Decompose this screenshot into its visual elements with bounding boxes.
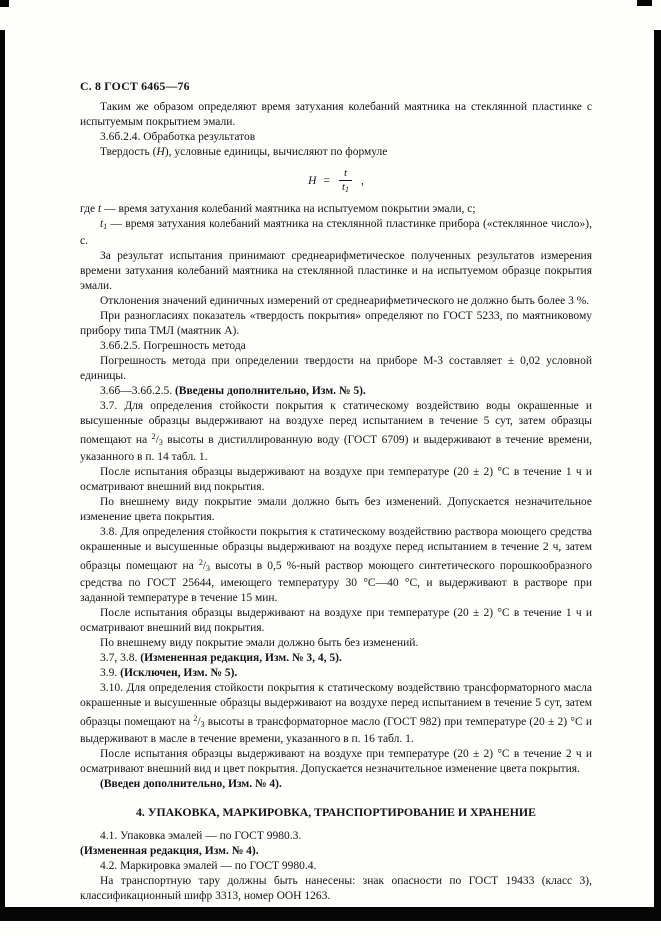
paragraph [80, 777, 592, 792]
text-run: где [80, 203, 98, 215]
text-run: 2 [198, 558, 203, 567]
paragraph [80, 309, 592, 339]
formula-trailing-comma: , [361, 175, 364, 187]
text-run: (Измененная редакция, Изм. № 3, 4, 5). [140, 652, 342, 664]
paragraph [80, 249, 592, 294]
paragraph [80, 747, 592, 777]
paragraph [80, 145, 592, 160]
paragraph [80, 495, 592, 525]
text-run: / [202, 560, 207, 572]
paragraph [80, 100, 592, 130]
paragraph [80, 651, 592, 666]
paragraph [80, 465, 592, 495]
text-run: После испытания образцы выдерживают на воздухе при температуре (20 ± 2) °С в течение 1 ч и осматривают внешний вид покрытия. [80, 607, 592, 634]
hardness-formula [80, 167, 592, 196]
formula-equals: = [323, 175, 330, 187]
formula-lhs: Н [308, 175, 317, 187]
text-run: После испытания образцы выдерживают на воздухе при температуре (20 ± 2) °С в течение 1 ч и осматривают внешний вид покрытия. [80, 466, 592, 493]
text-run: (Исключен, Изм. № 5). [120, 667, 238, 679]
text-run: Н [156, 146, 165, 158]
formula-fraction [337, 167, 354, 196]
text-run: t [100, 218, 104, 230]
formula-numerator: t [339, 167, 352, 181]
text-run: ), условные единицы, вычисляют по формуле [164, 146, 388, 158]
text-run: 4.2. Маркировка эмалей — по ГОСТ 9980.4. [100, 860, 317, 872]
text-run: 3.6б—3.6б.2.5. [100, 385, 175, 397]
page-header: С. 8 ГОСТ 6465—76 [80, 79, 190, 93]
paragraph [80, 636, 592, 651]
scan-edge-bottom [0, 907, 661, 921]
text-run: — время затухания колебаний маятника на стеклянной пластинке прибора («стеклянное число»), с. [80, 218, 592, 247]
text-run: Отклонения значений единичных измерений от среднеарифметического не должно быть более 3 %. [100, 295, 590, 307]
text-run: 2 [151, 432, 156, 441]
paragraph [80, 874, 592, 904]
text-run: Твердость ( [100, 146, 157, 158]
text-run: Погрешность метода при определении твердости на приборе М-3 составляет ± 0,02 условной единицы. [80, 355, 592, 382]
text-run: 3.7, 3.8. [100, 652, 141, 664]
text-run: После испытания образцы выдерживают на воздухе при температуре (20 ± 2) °С в течение 2 ч и осматривают внешний вид и цвет покрытия. Допускается незначительное изменение цвета покрытия. [80, 748, 592, 775]
paragraph [80, 217, 592, 249]
text-run: высоты в трансформаторное масло (ГОСТ 982) при температуре (20 ± 2) °С и выдерживают в масле в течение времени, указанного в п. 16 табл. 1. [80, 716, 592, 745]
paragraph [80, 681, 592, 747]
text-run: высоты в дистиллированную воду (ГОСТ 6709) и выдерживают в течение времени, указанного в п. 14 табл. 1. [80, 434, 592, 463]
paragraph [80, 666, 592, 681]
text-run: 4.1. Упаковка эмалей — по ГОСТ 9980.3. [100, 830, 302, 842]
text-run: На транспортную тару должны быть нанесены: знак опасности по ГОСТ 19433 (класс 3), классификационный шифр 3313, номер ООН 1263. [80, 875, 592, 902]
text-run: (Введен дополнительно, Изм. № 4). [100, 778, 282, 790]
text-run: По внешнему виду покрытие эмали должно быть без изменений. [100, 637, 419, 649]
text-run: Таким же образом определяют время затухания колебаний маятника на стеклянной пластинке с испытуемым покрытием эмали. [80, 101, 592, 128]
text-run: 3.8. Для определения стойкости покрытия к статическому воздействию раствора моющего средства окрашенные и высушенные образцы выдерживают на воздухе перед испытанием в течение 2 ч, затем образцы помещают на [80, 526, 592, 572]
text-run: (Введены дополнительно, Изм. № 5). [174, 385, 366, 397]
paragraph [80, 202, 592, 217]
paragraph [80, 606, 592, 636]
text-run: 1 [103, 222, 108, 231]
text-run: За результат испытания принимают среднеарифметическое полученных результатов измерения времени затухания колебаний маятника на стеклянной пластинке и на испытуемом образце покрытия эмали. [80, 250, 592, 292]
scan-mark-top-left [0, 0, 9, 7]
paragraph [80, 339, 592, 354]
document-body [80, 100, 592, 904]
text-run: При разногласиях показатель «твердость покрытия» определяют по ГОСТ 5233, по маятниковому прибору типа ТМЛ (маятник А). [80, 310, 592, 337]
text-run: 3.6б.2.4. Обработка результатов [100, 131, 256, 143]
text-run: / [197, 716, 201, 728]
text-run: По внешнему виду покрытие эмали должно быть без изменений. Допускается незначительное изменение цвета покрытия. [80, 496, 592, 523]
scan-edge-right [654, 30, 661, 910]
text-run: / [155, 434, 159, 446]
paragraph [80, 384, 592, 399]
paragraph [80, 844, 592, 859]
paragraph [80, 829, 592, 844]
text-run: 3.9. [100, 667, 121, 679]
text-run: (Измененная редакция, Изм. № 4). [80, 845, 259, 857]
formula-denominator [337, 181, 354, 196]
scan-edge-left [0, 30, 5, 910]
text-run: 3.6б.2.5. Погрешность метода [100, 340, 246, 352]
text-run: 3 [206, 564, 211, 573]
text-run: высоты в 0,5 %-ный раствор моющего синтетического порошкообразного средства по ГОСТ 25644, имеющего температуру 30 °С—40 °С, и выдерживают в растворе при заданной температуре в течение 15 мин. [80, 560, 592, 604]
text-run: t [97, 203, 102, 215]
text-run: 3 [158, 438, 163, 447]
paragraph [80, 525, 592, 606]
text-run: 3 [200, 720, 205, 729]
text-run: 3.7. Для определения стойкости покрытия к статическому воздействию воды окрашенные и высушенные образцы выдерживают на воздухе перед испытанием в течение 5 сут, затем образцы помещают на [80, 400, 592, 446]
text-run: 2 [193, 714, 198, 723]
text-run: 3.10. Для определения стойкости покрытия к статическому воздействию трансформаторного масла окрашенные и высушенные образцы выдерживают на воздухе перед испытанием в течение 5 сут, затем образцы помещают на [80, 682, 592, 728]
section-heading: 4. УПАКОВКА, МАРКИРОВКА, ТРАНСПОРТИРОВАНИЕ И ХРАНЕНИЕ [136, 805, 536, 819]
text-run: 1 [345, 185, 349, 194]
paragraph [80, 354, 592, 384]
text-run: t [341, 181, 345, 193]
paragraph [80, 399, 592, 465]
text-run: — время затухания колебаний маятника на испытуемом покрытии эмали, с; [101, 203, 476, 215]
paragraph [80, 859, 592, 874]
scan-mark-top-right [637, 0, 652, 6]
paragraph [80, 294, 592, 309]
paragraph [80, 130, 592, 145]
